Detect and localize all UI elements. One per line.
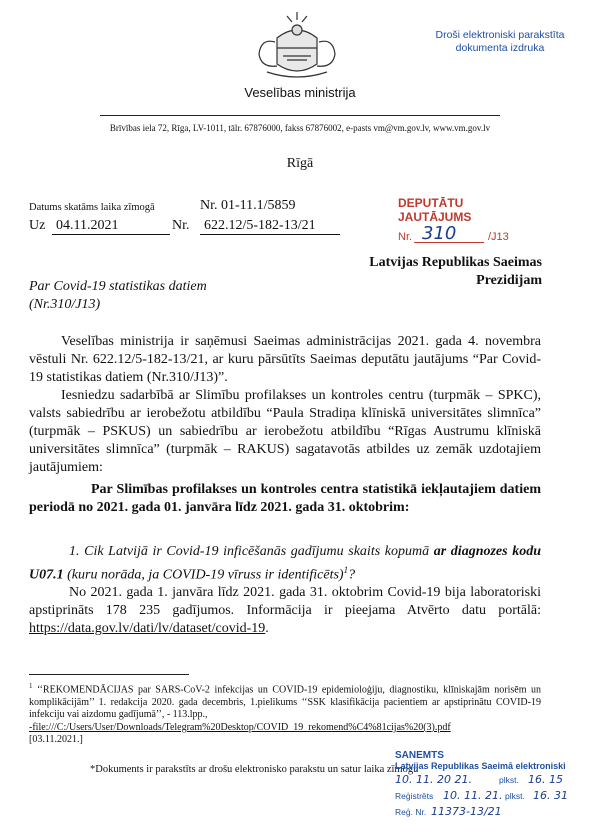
coat-of-arms-logo — [247, 8, 347, 82]
header-divider — [100, 115, 500, 116]
uz-label: Uz — [29, 218, 46, 233]
registration-number: 11373-13/21 — [431, 805, 502, 818]
section-heading: Par Slimības profilakses un kontroles centra statistikā iekļautajiem datiem periodā no 2021. gada 01. janvāra līdz 2021. gada 31. oktobrim: — [29, 482, 541, 515]
recipient-line2: Prezidijam — [476, 273, 542, 288]
received-stamp — [395, 750, 590, 822]
date-label: Datums skatāms laika zīmogā — [29, 202, 155, 213]
registered-label: Reģistrēts — [395, 791, 434, 801]
received-time: 16. 15 — [528, 773, 563, 786]
esign-note — [410, 29, 590, 55]
answer-1-end: . — [265, 621, 269, 636]
stamp-title: DEPUTĀTU JAUTĀJUMS — [398, 196, 472, 224]
reference-number: 622.12/5-182-13/21 — [200, 218, 340, 235]
city: Rīgā — [286, 156, 314, 171]
deputy-question-stamp — [398, 196, 538, 244]
footnote-file-link[interactable]: -file:///C:/Users/User/Downloads/Telegram%20Desktop/COVID_19_rekomend%C4%81cijas%20(3).pdf — [29, 721, 451, 733]
recipient — [300, 254, 542, 290]
footnote-divider — [29, 674, 189, 675]
open-data-link[interactable]: https://data.gov.lv/dati/lv/dataset/covid-19 — [29, 621, 266, 636]
question-1 — [29, 543, 541, 585]
recipient-line1: Latvijas Republikas Saeimas — [369, 255, 542, 270]
esign-note-line2: dokumenta izdruka — [455, 42, 545, 54]
footnote — [29, 680, 541, 747]
answer-1 — [29, 584, 541, 638]
subject-line1: Par Covid-19 statistikas datiem — [29, 279, 207, 294]
footnote-number: 1 — [29, 682, 33, 690]
question-1-bold: ar diagnozes kodu U07.1 — [29, 544, 541, 583]
ministry-address: Brīvības iela 72, Rīga, LV-1011, tālr. 67876000, fakss 67876002, e-pasts vm@vm.gov.lv, www.vm.gov.lv — [109, 123, 491, 133]
question-1-text: 1. Cik Latvijā ir Covid-19 inficēšanās gadījumu skaits kopumā — [69, 544, 434, 559]
subject-line2: (Nr.310/J13) — [29, 297, 101, 312]
question-1-note: (kuru norāda, ja COVID-19 vīruss ir identificēts) — [63, 567, 344, 583]
footnote-ref[interactable]: 1 — [343, 565, 349, 575]
received-stamp-title: SANEMTS — [395, 750, 444, 761]
received-stamp-org: Latvijas Republikas Saeimā elektroniski — [395, 761, 566, 771]
stamp-nr-label: Nr. — [398, 231, 413, 243]
footnote-text: ‘‘REKOMENDĀCIJAS par SARS-CoV-2 infekcijas un COVID-19 epidemioloģiju, diagnostiku, klīniskajām norisēm un komplikācijām’’ 1. redakcija 2020. gada decembris, 1.pielikums ‘‘SSK klasifikācija pacientiem ar apstiprinātu COVID-19 infekciju vai aizdomu gadījumā’’, - 113.lpp., — [29, 684, 541, 721]
registered-time-label: plkst. — [505, 791, 525, 801]
subject — [29, 278, 207, 314]
ministry-name: Veselības ministrija — [244, 85, 356, 100]
doc-number-top: Nr. 01-11.1/5859 — [200, 198, 296, 213]
received-date: 10. 11. 20 21. — [395, 773, 472, 786]
answer-1-text: No 2021. gada 1. janvāra līdz 2021. gada 31. oktobrim Covid-19 bija laboratoriski apstiprināts 178 235 gadījumos. Informācija ir pieejama Atvērto datu portālā: — [29, 585, 541, 618]
paragraph-2: Iesniedzu sadarbībā ar Slimību profilakses un kontroles centru (turpmāk – SPKC), valsts sabiedrību ar ierobežotu atbildību “Paula Stradiņa klīniskā universitātes slimnīca” (turpmāk – PSKUS) un sabiedrību ar ierobežotu atbildību “Rīgas Austrumu klīniskā universitātes slimnīca” (turpmāk – RAKUS) sagatavotās atbildes uz zemāk uzdotajiem jautājumiem: — [29, 388, 541, 475]
signature-note: *Dokuments ir parakstīts ar drošu elektronisko parakstu un satur laika zīmogu — [90, 764, 419, 775]
registered-time: 16. 31 — [533, 789, 568, 802]
footnote-date: [03.11.2021.] — [29, 734, 83, 746]
nr-label: Nr. — [172, 218, 190, 233]
esign-note-line1: Droši elektroniski parakstīta — [435, 29, 565, 41]
paragraph-1: Veselības ministrija ir saņēmusi Saeimas administrācijas 2021. gada 4. novembra vēstuli Nr. 622.12/5-182-13/21, ar kuru pārsūtīts Saeimas deputātu jautājums “Par Covid-19 statistikas datiem (Nr.310/J13)”. — [29, 334, 541, 385]
received-time-label: plkst. — [499, 775, 519, 785]
stamp-suffix: /J13 — [488, 231, 509, 243]
question-1-end: ? — [348, 567, 356, 583]
reference-date: 04.11.2021 — [52, 218, 170, 235]
registration-number-label: Reģ. Nr. — [395, 807, 427, 817]
stamp-nr-value: 310 — [422, 223, 457, 244]
registered-date: 10. 11. 21. — [443, 789, 503, 802]
body — [29, 333, 541, 477]
